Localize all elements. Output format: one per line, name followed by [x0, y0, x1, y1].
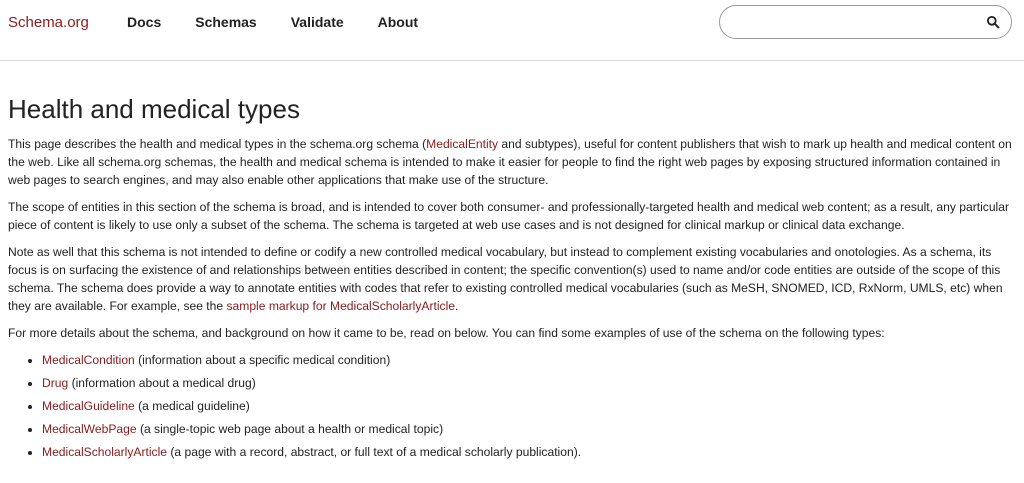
drug-link[interactable]: Drug	[42, 376, 69, 390]
nav-validate[interactable]: Validate	[290, 14, 344, 30]
vocabulary-text-post: .	[455, 299, 459, 313]
main-content	[0, 94, 1022, 461]
medical-entity-link[interactable]: MedicalEntity	[426, 137, 499, 151]
medical-scholarly-article-link[interactable]: MedicalScholarlyArticle	[42, 445, 168, 459]
list-item	[42, 420, 1014, 438]
list-item	[42, 374, 1014, 392]
scope-paragraph: The scope of entities in this section of the schema is broad, and is intended to cover both consumer- and professionally-targeted health and medical web content; as a result, any particular piece of content is likely to use only a subset of the schema. The schema is targeted at web use cases and is not designed for clinical markup or clinical data exchange.	[8, 200, 1009, 232]
sample-markup-link[interactable]: sample markup for MedicalScholarlyArticle	[226, 299, 456, 313]
list-item-desc: (information about a medical drug)	[68, 376, 256, 390]
search-box[interactable]	[719, 5, 1012, 39]
search-input[interactable]	[734, 12, 978, 34]
page-title: Health and medical types	[8, 94, 300, 124]
details-paragraph: For more details about the schema, and background on how it came to be, read on below. You can find some examples of use of the schema on the following types:	[8, 326, 885, 340]
site-header	[0, 0, 1024, 46]
list-item	[42, 397, 1014, 415]
search-icon[interactable]	[986, 15, 1000, 29]
site-logo[interactable]: Schema.org	[8, 14, 89, 31]
intro-text-post: and subtypes), useful for content publishers that wish to mark up health and medical content on the web. Like all schema.org schemas, the health and medical schema is intended to make it easier for people to find the right web pages by exposing structured information contained in web pages to search engines, and may also enable other applications that make use of the structure.	[8, 137, 1012, 187]
medical-guideline-link[interactable]: MedicalGuideline	[42, 399, 135, 413]
medical-condition-link[interactable]: MedicalCondition	[42, 353, 135, 367]
intro-text-pre: This page describes the health and medical types in the schema.org schema (	[8, 137, 427, 151]
medical-web-page-link[interactable]: MedicalWebPage	[42, 422, 137, 436]
list-item-desc: (information about a specific medical condition)	[134, 353, 391, 367]
list-item	[42, 351, 1014, 369]
types-list	[8, 351, 1014, 461]
vocabulary-paragraph	[8, 243, 1014, 315]
list-item	[42, 443, 1014, 461]
list-item-desc: (a single-topic web page about a health or medical topic)	[136, 422, 444, 436]
header-divider	[0, 60, 1024, 61]
vocabulary-text-pre: Note as well that this schema is not intended to define or codify a new controlled medical vocabulary, but instead to complement existing vocabularies and onotologies. As a schema, its focus is on surfacing the existence of and relationships between entities described in content; the specific convention(s) used to name and/or code entities are outside of the scope of this schema. The schema does provide a way to annotate entities with codes that refer to existing controlled medical vocabularies (such as MeSH, SNOMED, ICD, RxNorm, UMLS, etc) when they are available. For example, see the	[8, 245, 1003, 313]
nav-about[interactable]: About	[377, 14, 419, 30]
intro-paragraph	[8, 135, 1014, 189]
list-item-desc: (a medical guideline)	[134, 399, 250, 413]
list-item-desc: (a page with a record, abstract, or full text of a medical scholarly publication).	[167, 445, 582, 459]
nav-docs[interactable]: Docs	[127, 14, 162, 30]
nav-schemas[interactable]: Schemas	[195, 14, 257, 30]
main-nav	[127, 14, 452, 30]
